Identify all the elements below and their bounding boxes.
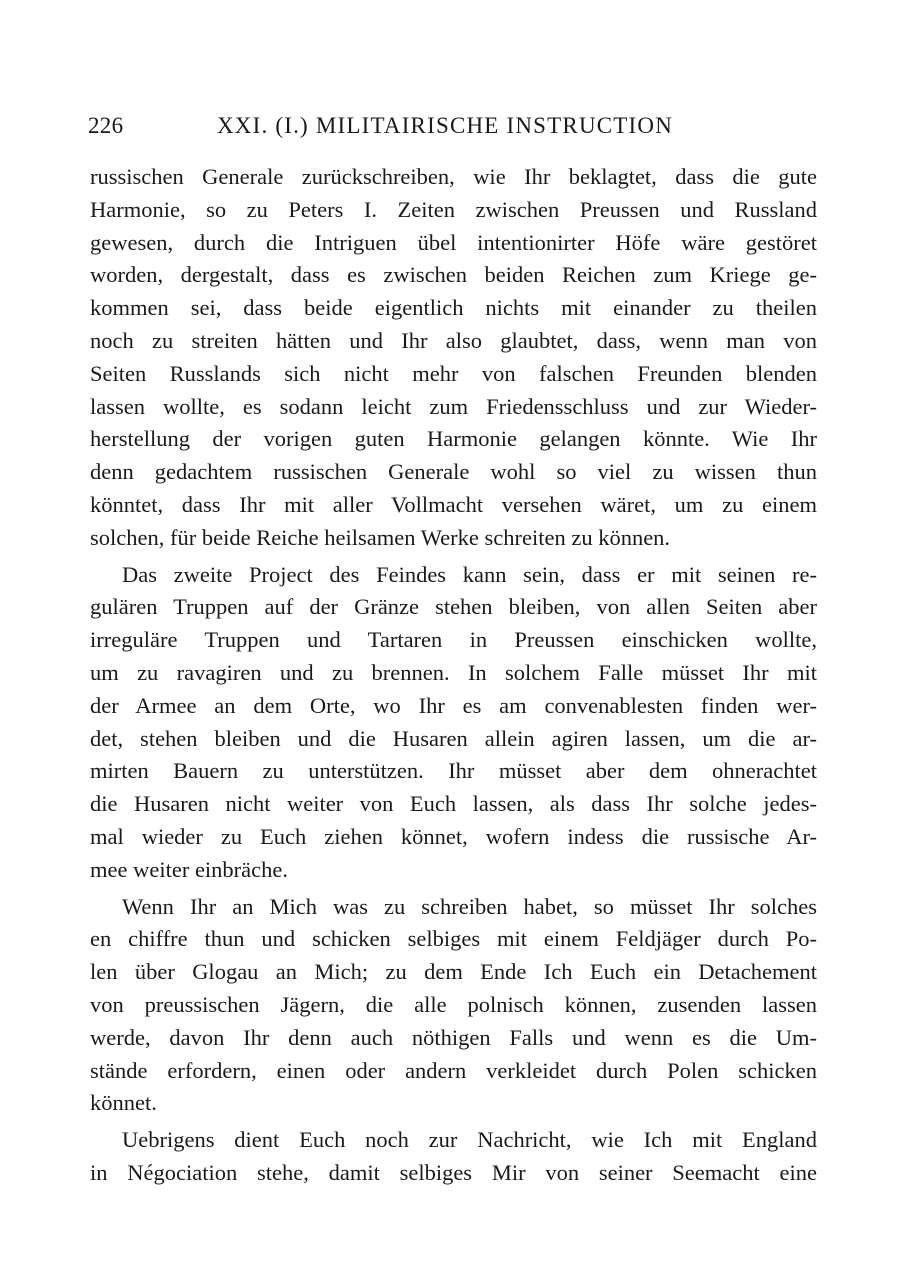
paragraph-2 [90, 559, 817, 887]
text-line: mee weiter einbräche. [90, 856, 289, 882]
text-line: det, stehen bleiben und die Husaren allein agiren lassen, um die ar- [90, 725, 817, 751]
text-line: werde, davon Ihr denn auch nöthigen Falls und wenn es die Um- [90, 1024, 817, 1050]
text-line: Wenn Ihr an Mich was zu schreiben habet, so müsset Ihr solches [122, 893, 817, 919]
paragraph-1 [90, 161, 817, 555]
paragraph-3 [90, 891, 817, 1121]
text-line: könnet. [90, 1090, 157, 1116]
text-line: von preussischen Jägern, die alle polnisch können, zusenden lassen [90, 991, 817, 1017]
text-line: der Armee an dem Orte, wo Ihr es am convenablesten finden wer- [90, 692, 817, 718]
text-line: Seiten Russlands sich nicht mehr von falschen Freunden blenden [90, 360, 817, 386]
text-line: len über Glogau an Mich; zu dem Ende Ich Euch ein Detachement [90, 959, 817, 985]
text-line: worden, dergestalt, dass es zwischen beiden Reichen zum Kriege ge- [90, 262, 817, 288]
text-line: die Husaren nicht weiter von Euch lassen, als dass Ihr solche jedes- [90, 791, 817, 817]
chapter-title: XXI. (I.) MILITAIRISCHE INSTRUCTION [217, 113, 674, 138]
text-line: en chiffre thun und schicken selbiges mit einem Feldjäger durch Po- [90, 926, 817, 952]
body-text [90, 161, 817, 1190]
text-line: Das zweite Project des Feindes kann sein, dass er mit seinen re- [122, 561, 817, 587]
text-line: könntet, dass Ihr mit aller Vollmacht versehen wäret, um zu einem [90, 491, 817, 517]
text-line: lassen wollte, es sodann leicht zum Friedensschluss und zur Wieder- [90, 393, 817, 419]
text-line: russischen Generale zurückschreiben, wie Ihr beklagtet, dass die gute [90, 164, 817, 189]
text-line: Harmonie, so zu Peters I. Zeiten zwischen Preussen und Russland [90, 196, 817, 222]
text-line: noch zu streiten hätten und Ihr also glaubtet, dass, wenn man von [90, 327, 817, 353]
paragraph-4 [90, 1124, 817, 1190]
text-line: gewesen, durch die Intriguen übel intentionirter Höfe wäre gestöret [90, 229, 817, 255]
text-line: um zu ravagiren und zu brennen. In solchem Falle müsset Ihr mit [90, 659, 817, 685]
running-head [88, 113, 818, 149]
text-line: solchen, für beide Reiche heilsamen Werke schreiten zu können. [90, 524, 671, 550]
page-number: 226 [88, 113, 124, 138]
text-line: irreguläre Truppen und Tartaren in Preussen einschicken wollte, [90, 627, 817, 653]
text-line: Uebrigens dient Euch noch zur Nachricht, wie Ich mit England [122, 1127, 817, 1153]
text-line: gulären Truppen auf der Gränze stehen bleiben, von allen Seiten aber [90, 594, 817, 620]
text-line: in Négociation stehe, damit selbiges Mir von seiner Seemacht eine [90, 1159, 817, 1185]
text-line: stände erfordern, einen oder andern verkleidet durch Polen schicken [90, 1057, 817, 1083]
text-line: kommen sei, dass beide eigentlich nichts mit einander zu theilen [90, 295, 817, 321]
text-line: denn gedachtem russischen Generale wohl so viel zu wissen thun [90, 459, 817, 485]
text-line: mirten Bauern zu unterstützen. Ihr müsset aber dem ohnerachtet [90, 758, 817, 784]
text-line: herstellung der vorigen guten Harmonie gelangen könnte. Wie Ihr [90, 426, 817, 452]
text-line: mal wieder zu Euch ziehen könnet, wofern indess die russische Ar- [90, 823, 817, 849]
